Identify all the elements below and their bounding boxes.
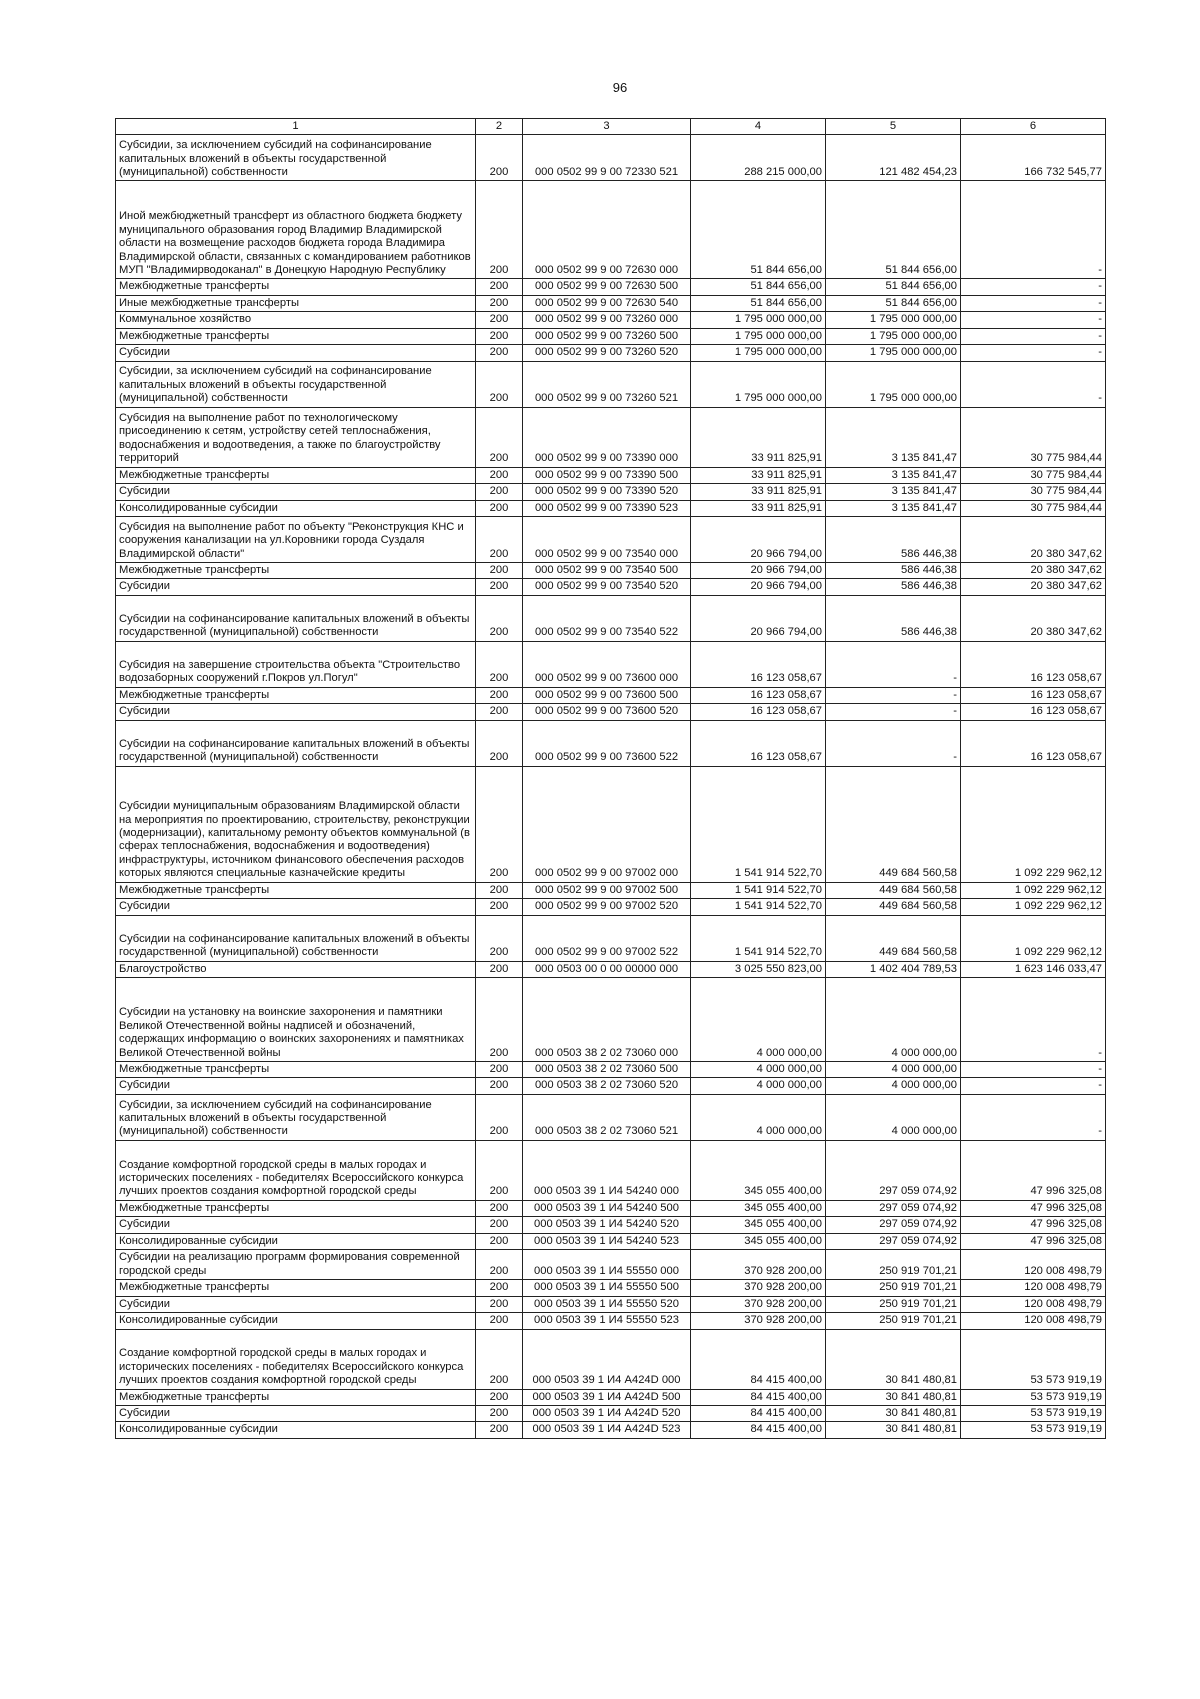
row-kbk: 000 0502 99 9 00 73540 522: [523, 595, 691, 641]
row-rest: 47 996 325,08: [961, 1233, 1106, 1249]
row-code: 200: [476, 978, 523, 1062]
row-name: Субсидии: [116, 484, 476, 500]
row-rest: 1 623 146 033,47: [961, 961, 1106, 977]
row-plan: 370 928 200,00: [691, 1296, 826, 1312]
row-plan: 345 055 400,00: [691, 1140, 826, 1200]
row-rest: 20 380 347,62: [961, 562, 1106, 578]
row-kbk: 000 0503 38 2 02 73060 520: [523, 1078, 691, 1094]
row-fact: -: [826, 641, 961, 687]
row-fact: 30 841 480,81: [826, 1329, 961, 1389]
row-plan: 33 911 825,91: [691, 484, 826, 500]
row-kbk: 000 0502 99 9 00 73260 521: [523, 361, 691, 407]
row-plan: 4 000 000,00: [691, 1078, 826, 1094]
row-fact: 4 000 000,00: [826, 978, 961, 1062]
row-fact: 51 844 656,00: [826, 295, 961, 311]
row-fact: 250 919 701,21: [826, 1296, 961, 1312]
row-kbk: 000 0502 99 9 00 73600 000: [523, 641, 691, 687]
table-row: [116, 579, 1106, 595]
row-fact: 3 135 841,47: [826, 467, 961, 483]
column-header-6: 6: [961, 119, 1106, 135]
row-rest: 47 996 325,08: [961, 1140, 1106, 1200]
row-fact: 586 446,38: [826, 516, 961, 562]
row-rest: 20 380 347,62: [961, 516, 1106, 562]
row-kbk: 000 0502 99 9 00 73260 500: [523, 328, 691, 344]
table-row: [116, 1217, 1106, 1233]
row-kbk: 000 0503 39 1 И4 А424D 523: [523, 1422, 691, 1438]
row-fact: 3 135 841,47: [826, 407, 961, 467]
table-row: [116, 279, 1106, 295]
row-fact: 30 841 480,81: [826, 1389, 961, 1405]
row-name: Субсидии, за исключением субсидий на софинансирование капитальных вложений в объекты государственной (муниципальной) собственности: [116, 361, 476, 407]
row-fact: 449 684 560,58: [826, 915, 961, 961]
row-rest: 30 775 984,44: [961, 407, 1106, 467]
row-fact: 1 795 000 000,00: [826, 361, 961, 407]
row-kbk: 000 0502 99 9 00 73540 000: [523, 516, 691, 562]
row-plan: 84 415 400,00: [691, 1389, 826, 1405]
row-name: Субсидия на завершение строительства объекта "Строительство водозаборных сооружений г.Покров ул.Погул": [116, 641, 476, 687]
row-code: 200: [476, 1389, 523, 1405]
row-code: 200: [476, 1140, 523, 1200]
table-row: [116, 181, 1106, 279]
row-rest: 20 380 347,62: [961, 595, 1106, 641]
table-row: [116, 1200, 1106, 1216]
row-plan: 4 000 000,00: [691, 1094, 826, 1140]
row-code: 200: [476, 595, 523, 641]
row-rest: 53 573 919,19: [961, 1422, 1106, 1438]
row-plan: 33 911 825,91: [691, 467, 826, 483]
row-kbk: 000 0502 99 9 00 73600 500: [523, 687, 691, 703]
row-plan: 84 415 400,00: [691, 1329, 826, 1389]
row-kbk: 000 0502 99 9 00 73390 500: [523, 467, 691, 483]
row-kbk: 000 0503 39 1 И4 54240 500: [523, 1200, 691, 1216]
row-rest: 30 775 984,44: [961, 484, 1106, 500]
row-name: Межбюджетные трансферты: [116, 1062, 476, 1078]
row-plan: 1 795 000 000,00: [691, 361, 826, 407]
table-row: [116, 562, 1106, 578]
row-name: Межбюджетные трансферты: [116, 562, 476, 578]
table-body: [116, 119, 1106, 1439]
row-rest: 120 008 498,79: [961, 1250, 1106, 1280]
row-kbk: 000 0502 99 9 00 72630 000: [523, 181, 691, 279]
row-fact: 297 059 074,92: [826, 1140, 961, 1200]
row-code: 200: [476, 345, 523, 361]
table-row: [116, 766, 1106, 882]
row-name: Субсидии на софинансирование капитальных вложений в объекты государственной (муниципальной) собственности: [116, 595, 476, 641]
row-rest: 1 092 229 962,12: [961, 882, 1106, 898]
row-fact: 121 482 454,23: [826, 135, 961, 181]
row-fact: 1 795 000 000,00: [826, 345, 961, 361]
row-name: Консолидированные субсидии: [116, 1233, 476, 1249]
row-name: Субсидии: [116, 1217, 476, 1233]
row-code: 200: [476, 407, 523, 467]
row-fact: 250 919 701,21: [826, 1313, 961, 1329]
row-rest: 16 123 058,67: [961, 687, 1106, 703]
row-rest: 53 573 919,19: [961, 1405, 1106, 1421]
row-fact: -: [826, 720, 961, 766]
row-fact: 4 000 000,00: [826, 1062, 961, 1078]
row-fact: 449 684 560,58: [826, 882, 961, 898]
row-code: 200: [476, 562, 523, 578]
row-name: Субсидии: [116, 1078, 476, 1094]
budget-table: [115, 118, 1106, 1439]
row-plan: 51 844 656,00: [691, 181, 826, 279]
table-row: [116, 1140, 1106, 1200]
row-plan: 1 541 914 522,70: [691, 899, 826, 915]
row-fact: 586 446,38: [826, 562, 961, 578]
row-name: Консолидированные субсидии: [116, 1313, 476, 1329]
table-row: [116, 1422, 1106, 1438]
table-row: [116, 1389, 1106, 1405]
column-header-2: 2: [476, 119, 523, 135]
row-code: 200: [476, 641, 523, 687]
row-plan: 345 055 400,00: [691, 1233, 826, 1249]
row-fact: 4 000 000,00: [826, 1078, 961, 1094]
row-fact: 449 684 560,58: [826, 766, 961, 882]
table-row: [116, 516, 1106, 562]
row-kbk: 000 0502 99 9 00 73390 000: [523, 407, 691, 467]
row-rest: 120 008 498,79: [961, 1313, 1106, 1329]
column-header-3: 3: [523, 119, 691, 135]
row-name: Субсидии на реализацию программ формирования современной городской среды: [116, 1250, 476, 1280]
row-fact: 3 135 841,47: [826, 484, 961, 500]
row-plan: 20 966 794,00: [691, 579, 826, 595]
row-code: 200: [476, 484, 523, 500]
row-code: 200: [476, 1329, 523, 1389]
row-kbk: 000 0502 99 9 00 73600 522: [523, 720, 691, 766]
row-name: Субсидии: [116, 899, 476, 915]
row-rest: 120 008 498,79: [961, 1280, 1106, 1296]
row-fact: 30 841 480,81: [826, 1405, 961, 1421]
row-rest: 120 008 498,79: [961, 1296, 1106, 1312]
row-name: Межбюджетные трансферты: [116, 1389, 476, 1405]
row-plan: 1 795 000 000,00: [691, 328, 826, 344]
row-fact: 586 446,38: [826, 595, 961, 641]
row-rest: 16 123 058,67: [961, 704, 1106, 720]
row-rest: 20 380 347,62: [961, 579, 1106, 595]
row-rest: -: [961, 279, 1106, 295]
row-kbk: 000 0502 99 9 00 73540 500: [523, 562, 691, 578]
row-code: 200: [476, 1078, 523, 1094]
table-row: [116, 899, 1106, 915]
row-plan: 51 844 656,00: [691, 295, 826, 311]
row-kbk: 000 0503 39 1 И4 55550 523: [523, 1313, 691, 1329]
row-kbk: 000 0502 99 9 00 73600 520: [523, 704, 691, 720]
table-row: [116, 595, 1106, 641]
row-code: 200: [476, 295, 523, 311]
row-name: Субсидии: [116, 579, 476, 595]
row-plan: 4 000 000,00: [691, 1062, 826, 1078]
row-name: Субсидии муниципальным образованиям Владимирской области на мероприятия по проектированию, строительству, реконструкции (модернизации), капитальному ремонту объектов коммунальной (в сферах теплоснабжения, водоснабжения и водоотведения) инфраструктуры, источником финансового обеспечения расходов которых являются специальные казначейские кредиты: [116, 766, 476, 882]
row-code: 200: [476, 1296, 523, 1312]
row-kbk: 000 0503 39 1 И4 А424D 500: [523, 1389, 691, 1405]
row-kbk: 000 0503 39 1 И4 А424D 000: [523, 1329, 691, 1389]
row-kbk: 000 0502 99 9 00 72630 540: [523, 295, 691, 311]
table-row: [116, 407, 1106, 467]
row-name: Субсидия на выполнение работ по технологическому присоединению к сетям, устройству сетей теплоснабжения, водоснабжения и водоотведения, а также по благоустройству территорий: [116, 407, 476, 467]
row-code: 200: [476, 1422, 523, 1438]
row-plan: 4 000 000,00: [691, 978, 826, 1062]
table-row: [116, 1280, 1106, 1296]
row-rest: -: [961, 978, 1106, 1062]
table-row: [116, 467, 1106, 483]
row-fact: 297 059 074,92: [826, 1217, 961, 1233]
row-plan: 370 928 200,00: [691, 1313, 826, 1329]
row-kbk: 000 0503 39 1 И4 54240 520: [523, 1217, 691, 1233]
row-rest: -: [961, 181, 1106, 279]
row-rest: -: [961, 345, 1106, 361]
row-plan: 20 966 794,00: [691, 562, 826, 578]
row-code: 200: [476, 500, 523, 516]
table-row: [116, 641, 1106, 687]
table-row: [116, 720, 1106, 766]
row-fact: 51 844 656,00: [826, 181, 961, 279]
table-row: [116, 1313, 1106, 1329]
row-fact: 4 000 000,00: [826, 1094, 961, 1140]
row-name: Межбюджетные трансферты: [116, 1200, 476, 1216]
column-number-row: [116, 119, 1106, 135]
row-kbk: 000 0503 39 1 И4 54240 523: [523, 1233, 691, 1249]
table-row: [116, 1062, 1106, 1078]
row-kbk: 000 0503 39 1 И4 А424D 520: [523, 1405, 691, 1421]
row-name: Межбюджетные трансферты: [116, 882, 476, 898]
row-name: Субсидии: [116, 345, 476, 361]
column-header-4: 4: [691, 119, 826, 135]
row-code: 200: [476, 467, 523, 483]
table-row: [116, 500, 1106, 516]
row-fact: 250 919 701,21: [826, 1280, 961, 1296]
row-fact: 297 059 074,92: [826, 1233, 961, 1249]
column-header-5: 5: [826, 119, 961, 135]
row-name: Создание комфортной городской среды в малых городах и исторических поселениях - победителях Всероссийского конкурса лучших проектов создания комфортной городской среды: [116, 1329, 476, 1389]
row-kbk: 000 0502 99 9 00 73540 520: [523, 579, 691, 595]
row-kbk: 000 0503 39 1 И4 55550 500: [523, 1280, 691, 1296]
row-plan: 16 123 058,67: [691, 720, 826, 766]
row-code: 200: [476, 1405, 523, 1421]
row-kbk: 000 0502 99 9 00 72330 521: [523, 135, 691, 181]
table-row: [116, 704, 1106, 720]
row-code: 200: [476, 1094, 523, 1140]
row-plan: 84 415 400,00: [691, 1405, 826, 1421]
row-fact: 1 795 000 000,00: [826, 312, 961, 328]
row-plan: 345 055 400,00: [691, 1200, 826, 1216]
table-row: [116, 961, 1106, 977]
table-row: [116, 1078, 1106, 1094]
row-code: 200: [476, 1217, 523, 1233]
row-rest: 166 732 545,77: [961, 135, 1106, 181]
row-kbk: 000 0502 99 9 00 72630 500: [523, 279, 691, 295]
table-row: [116, 978, 1106, 1062]
row-plan: 3 025 550 823,00: [691, 961, 826, 977]
row-kbk: 000 0503 39 1 И4 54240 000: [523, 1140, 691, 1200]
row-rest: 30 775 984,44: [961, 467, 1106, 483]
row-plan: 16 123 058,67: [691, 641, 826, 687]
row-code: 200: [476, 1062, 523, 1078]
row-kbk: 000 0502 99 9 00 73260 000: [523, 312, 691, 328]
row-name: Межбюджетные трансферты: [116, 687, 476, 703]
row-fact: 250 919 701,21: [826, 1250, 961, 1280]
row-plan: 370 928 200,00: [691, 1250, 826, 1280]
row-name: Субсидия на выполнение работ по объекту "Реконструкция КНС и сооружения канализации на ул.Коровники города Суздаля Владимирской области": [116, 516, 476, 562]
table-row: [116, 1296, 1106, 1312]
table-row: [116, 1329, 1106, 1389]
row-plan: 33 911 825,91: [691, 407, 826, 467]
row-kbk: 000 0502 99 9 00 97002 500: [523, 882, 691, 898]
row-name: Межбюджетные трансферты: [116, 279, 476, 295]
row-name: Субсидии на софинансирование капитальных вложений в объекты государственной (муниципальной) собственности: [116, 915, 476, 961]
row-rest: -: [961, 1078, 1106, 1094]
row-plan: 1 541 914 522,70: [691, 882, 826, 898]
table-row: [116, 1094, 1106, 1140]
row-rest: 47 996 325,08: [961, 1200, 1106, 1216]
row-kbk: 000 0502 99 9 00 97002 522: [523, 915, 691, 961]
row-rest: 53 573 919,19: [961, 1329, 1106, 1389]
row-code: 200: [476, 1250, 523, 1280]
row-fact: -: [826, 704, 961, 720]
row-name: Межбюджетные трансферты: [116, 467, 476, 483]
row-rest: 16 123 058,67: [961, 720, 1106, 766]
row-kbk: 000 0503 38 2 02 73060 000: [523, 978, 691, 1062]
row-code: 200: [476, 579, 523, 595]
table-row: [116, 484, 1106, 500]
row-code: 200: [476, 516, 523, 562]
page-number: 96: [612, 80, 628, 95]
row-rest: -: [961, 1062, 1106, 1078]
row-plan: 51 844 656,00: [691, 279, 826, 295]
row-kbk: 000 0503 39 1 И4 55550 000: [523, 1250, 691, 1280]
row-code: 200: [476, 361, 523, 407]
row-rest: -: [961, 361, 1106, 407]
row-name: Субсидии на софинансирование капитальных вложений в объекты государственной (муниципальной) собственности: [116, 720, 476, 766]
table-row: [116, 135, 1106, 181]
row-fact: 3 135 841,47: [826, 500, 961, 516]
row-code: 200: [476, 882, 523, 898]
row-plan: 370 928 200,00: [691, 1280, 826, 1296]
row-fact: 586 446,38: [826, 579, 961, 595]
row-rest: 53 573 919,19: [961, 1389, 1106, 1405]
row-name: Благоустройство: [116, 961, 476, 977]
row-kbk: 000 0503 38 2 02 73060 500: [523, 1062, 691, 1078]
row-name: Иной межбюджетный трансферт из областного бюджета бюджету муниципального образования город Владимир Владимирской области на возмещение расходов бюджета города Владимира Владимирской области, связанных с командированием работников МУП "Владимирводоканал" в Донецкую Народную Республику: [116, 181, 476, 279]
table-row: [116, 687, 1106, 703]
table-row: [116, 295, 1106, 311]
table-row: [116, 882, 1106, 898]
row-kbk: 000 0503 39 1 И4 55550 520: [523, 1296, 691, 1312]
row-name: Субсидии, за исключением субсидий на софинансирование капитальных вложений в объекты государственной (муниципальной) собственности: [116, 135, 476, 181]
table-row: [116, 1250, 1106, 1280]
row-plan: 16 123 058,67: [691, 704, 826, 720]
row-rest: 16 123 058,67: [961, 641, 1106, 687]
row-code: 200: [476, 1313, 523, 1329]
table-row: [116, 361, 1106, 407]
row-name: Межбюджетные трансферты: [116, 1280, 476, 1296]
row-kbk: 000 0503 38 2 02 73060 521: [523, 1094, 691, 1140]
row-rest: 1 092 229 962,12: [961, 915, 1106, 961]
row-fact: 1 402 404 789,53: [826, 961, 961, 977]
table-row: [116, 312, 1106, 328]
row-code: 200: [476, 766, 523, 882]
table-row: [116, 328, 1106, 344]
row-kbk: 000 0502 99 9 00 73260 520: [523, 345, 691, 361]
row-kbk: 000 0502 99 9 00 73390 520: [523, 484, 691, 500]
row-fact: 449 684 560,58: [826, 899, 961, 915]
row-plan: 33 911 825,91: [691, 500, 826, 516]
row-name: Иные межбюджетные трансферты: [116, 295, 476, 311]
row-code: 200: [476, 961, 523, 977]
row-name: Субсидии на установку на воинские захоронения и памятники Великой Отечественной войны надписей и обозначений, содержащих информацию о воинских захоронениях и памятниках Великой Отечественной войны: [116, 978, 476, 1062]
row-rest: 47 996 325,08: [961, 1217, 1106, 1233]
row-rest: 1 092 229 962,12: [961, 899, 1106, 915]
row-name: Субсидии: [116, 1405, 476, 1421]
row-fact: 1 795 000 000,00: [826, 328, 961, 344]
row-code: 200: [476, 328, 523, 344]
row-code: 200: [476, 181, 523, 279]
row-name: Консолидированные субсидии: [116, 1422, 476, 1438]
row-plan: 16 123 058,67: [691, 687, 826, 703]
row-fact: 30 841 480,81: [826, 1422, 961, 1438]
row-code: 200: [476, 135, 523, 181]
row-code: 200: [476, 687, 523, 703]
table-row: [116, 1405, 1106, 1421]
row-name: Субсидии: [116, 1296, 476, 1312]
row-plan: 1 541 914 522,70: [691, 915, 826, 961]
column-header-1: 1: [116, 119, 476, 135]
row-fact: 297 059 074,92: [826, 1200, 961, 1216]
row-code: 200: [476, 915, 523, 961]
row-code: 200: [476, 1200, 523, 1216]
row-code: 200: [476, 1233, 523, 1249]
table-row: [116, 915, 1106, 961]
row-code: 200: [476, 279, 523, 295]
row-rest: -: [961, 328, 1106, 344]
row-code: 200: [476, 312, 523, 328]
row-plan: 345 055 400,00: [691, 1217, 826, 1233]
row-rest: -: [961, 295, 1106, 311]
row-plan: 1 795 000 000,00: [691, 312, 826, 328]
row-name: Межбюджетные трансферты: [116, 328, 476, 344]
row-rest: -: [961, 1094, 1106, 1140]
row-plan: 20 966 794,00: [691, 516, 826, 562]
row-name: Субсидии: [116, 704, 476, 720]
row-name: Субсидии, за исключением субсидий на софинансирование капитальных вложений в объекты государственной (муниципальной) собственности: [116, 1094, 476, 1140]
row-name: Создание комфортной городской среды в малых городах и исторических поселениях - победителях Всероссийского конкурса лучших проектов создания комфортной городской среды: [116, 1140, 476, 1200]
row-rest: 30 775 984,44: [961, 500, 1106, 516]
row-code: 200: [476, 899, 523, 915]
row-fact: 51 844 656,00: [826, 279, 961, 295]
row-kbk: 000 0502 99 9 00 97002 000: [523, 766, 691, 882]
row-name: Коммунальное хозяйство: [116, 312, 476, 328]
row-plan: 1 795 000 000,00: [691, 345, 826, 361]
table-row: [116, 1233, 1106, 1249]
row-kbk: 000 0502 99 9 00 73390 523: [523, 500, 691, 516]
row-name: Консолидированные субсидии: [116, 500, 476, 516]
row-kbk: 000 0503 00 0 00 00000 000: [523, 961, 691, 977]
row-code: 200: [476, 720, 523, 766]
row-kbk: 000 0502 99 9 00 97002 520: [523, 899, 691, 915]
row-code: 200: [476, 704, 523, 720]
row-plan: 288 215 000,00: [691, 135, 826, 181]
row-code: 200: [476, 1280, 523, 1296]
row-rest: -: [961, 312, 1106, 328]
row-plan: 1 541 914 522,70: [691, 766, 826, 882]
table-row: [116, 345, 1106, 361]
row-rest: 1 092 229 962,12: [961, 766, 1106, 882]
row-plan: 84 415 400,00: [691, 1422, 826, 1438]
row-fact: -: [826, 687, 961, 703]
row-plan: 20 966 794,00: [691, 595, 826, 641]
